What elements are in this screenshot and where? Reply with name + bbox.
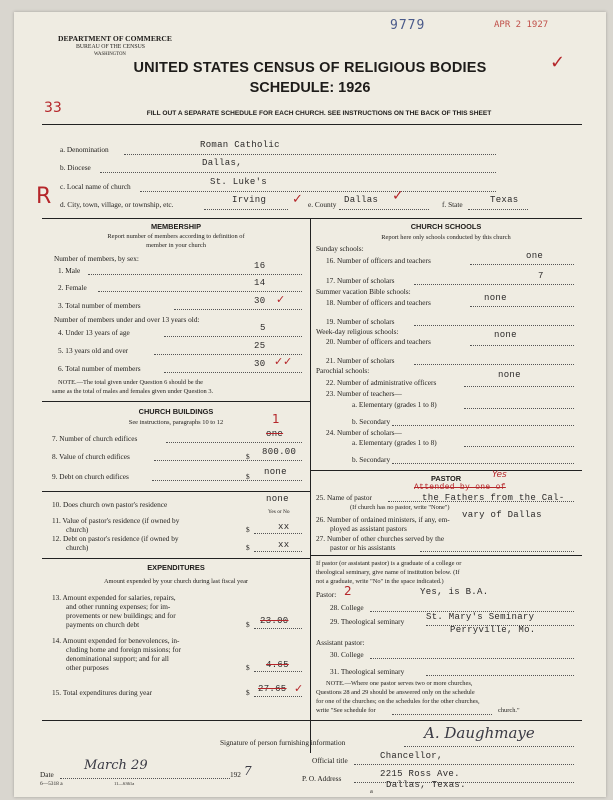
- q27-line: [420, 551, 574, 552]
- local-church-name-value: St. Luke's: [210, 177, 268, 187]
- diocese-line: [100, 172, 496, 173]
- q14-line-2: cluding home and foreign missions; for: [66, 645, 181, 654]
- q19-line: [414, 325, 574, 326]
- q31-label: 31. Theological seminary: [330, 667, 405, 676]
- q10-yes-no-hint: Yes or No: [268, 509, 290, 515]
- schools-bottom-rule: [310, 470, 582, 471]
- q10-label: 10. Does church own pastor's residence: [52, 500, 168, 509]
- q20-value: none: [494, 330, 517, 340]
- q13-value: 23.00: [260, 616, 289, 626]
- bureau-label: BUREAU OF THE CENSUS: [76, 44, 145, 50]
- q29-seminary-location: Perryville, Mo.: [450, 625, 536, 635]
- q25-hint: (If church has no pastor, write "None"): [350, 504, 450, 511]
- q2-female-value: 14: [254, 278, 266, 288]
- local-church-name-label: c. Local name of church: [60, 182, 131, 191]
- q27-line-1: 27. Number of other churches served by the: [316, 534, 445, 543]
- diocese-value: Dallas,: [202, 158, 242, 168]
- q6-check-mark-2: ✓: [283, 355, 293, 368]
- q28-label: 28. College: [330, 603, 364, 612]
- q9-line: [152, 480, 302, 481]
- po-address-value-2: Dallas, Texas.: [386, 780, 466, 790]
- q26-line-2: ployed as assistant pastors: [330, 524, 407, 533]
- q15-check-mark: ✓: [294, 682, 304, 695]
- q22-value: none: [498, 370, 521, 380]
- q5-label: 5. 13 years old and over: [58, 346, 129, 355]
- q21-label: 21. Number of scholars: [326, 356, 395, 365]
- membership-note-1: NOTE.—The total given under Question 6 should be the: [58, 379, 204, 386]
- q18-line: [470, 306, 574, 307]
- state-line: [468, 209, 528, 210]
- pastor-note-3: for one of the churches; on the schedules for the other churches,: [316, 698, 480, 705]
- expenditures-title: EXPENDITURES: [147, 563, 205, 572]
- pastor-red-mark: 2: [344, 584, 352, 598]
- denomination-line: [124, 154, 496, 155]
- city-label-d: d. City, town, village, or township, etc.: [60, 200, 174, 209]
- header-rule: [42, 124, 582, 125]
- date-handwritten: March 29: [84, 758, 148, 773]
- q9-debt-value: none: [264, 467, 287, 477]
- pastor-note-1: NOTE.—Where one pastor serves two or more churches,: [326, 680, 473, 687]
- q16-value: one: [526, 251, 544, 261]
- q2-line: [98, 291, 302, 292]
- pastor-note-5: church.": [498, 707, 520, 714]
- q12-line: [254, 551, 302, 552]
- q4-label: 4. Under 13 years of age: [58, 328, 130, 337]
- q7-label: 7. Number of church edifices: [52, 434, 138, 443]
- q9-label: 9. Debt on church edifices: [52, 472, 129, 481]
- q12-label-1: 12. Debt on pastor's residence (if owned by: [52, 534, 179, 543]
- membership-subtitle-1: Report number of members according to definition of: [107, 233, 245, 240]
- q13-line: [254, 628, 302, 629]
- denomination-label: a. Denomination: [60, 145, 109, 154]
- q13-dollar-sign: $: [246, 620, 250, 629]
- official-title-label: Official title: [312, 756, 348, 765]
- q3-check-mark: ✓: [276, 293, 286, 306]
- q26-value: vary of Dallas: [462, 510, 542, 520]
- pastor-college-heading: Pastor:: [316, 590, 337, 599]
- q24b-label: b. Secondary: [352, 455, 391, 464]
- q6-total-value: 30: [254, 359, 266, 369]
- form-title: UNITED STATES CENSUS OF RELIGIOUS BODIES: [133, 60, 487, 76]
- q18-value: none: [484, 293, 507, 303]
- q29-label: 29. Theological seminary: [330, 617, 405, 626]
- date-label: Date: [40, 770, 54, 779]
- q11-label-2: church): [66, 525, 89, 534]
- pastor-note-2: Questions 28 and 29 should be answered only on the schedule: [316, 689, 475, 696]
- q10-value: none: [266, 494, 289, 504]
- q18-label: 18. Number of officers and teachers: [326, 298, 431, 307]
- membership-note-2: same as the total of males and females given under Question 3.: [52, 388, 214, 395]
- sunday-schools-label: Sunday schools:: [316, 244, 364, 253]
- q6-check-mark-1: ✓: [274, 355, 284, 368]
- summer-schools-label: Summer vacation Bible schools:: [316, 287, 411, 296]
- membership-bottom-rule: [42, 401, 310, 402]
- q12-dollar-sign: $: [246, 543, 250, 552]
- graduate-instruction-3: not a graduate, write "No" in the space indicated.): [316, 578, 444, 585]
- q23b-line: [392, 425, 574, 426]
- pastor-note-blank: [392, 714, 492, 715]
- column-divider: [310, 218, 311, 753]
- q15-line: [254, 696, 302, 697]
- q7-line: [166, 442, 302, 443]
- q8-value-of-edifices: 800.00: [262, 447, 297, 457]
- q11-value: xx: [278, 522, 290, 532]
- q4-under-13-value: 5: [260, 323, 266, 333]
- city-line: [204, 209, 288, 210]
- q11-dollar-sign: $: [246, 525, 250, 534]
- identity-bottom-rule: [42, 218, 582, 219]
- state-label: f. State: [442, 200, 463, 209]
- q8-label: 8. Value of church edifices: [52, 452, 130, 461]
- buildings-bottom-rule: [42, 558, 310, 559]
- q2-label: 2. Female: [58, 283, 87, 292]
- church-buildings-subtitle: See instructions, paragraphs 10 to 12: [128, 419, 224, 426]
- q12-label-2: church): [66, 543, 89, 552]
- handwritten-r-mark: R: [36, 184, 52, 209]
- q25-label: 25. Name of pastor: [316, 493, 372, 502]
- q23a-line: [464, 408, 574, 409]
- q27-bottom-rule: [310, 555, 582, 556]
- city-label: WASHINGTON: [94, 52, 126, 57]
- q8-dollar-sign: $: [246, 452, 250, 461]
- q17-label: 17. Number of scholars: [326, 276, 395, 285]
- pastor-attended-note: Attended by one of: [414, 483, 506, 492]
- official-title-value: Chancellor,: [380, 751, 443, 761]
- q6-line: [164, 372, 302, 373]
- county-value: Dallas: [344, 195, 379, 205]
- county-line: [339, 209, 429, 210]
- q7-edifices-value: one: [266, 429, 284, 439]
- q20-label: 20. Number of officers and teachers: [326, 337, 431, 346]
- q13-line-3: provements or new buildings; and for: [66, 611, 176, 620]
- q14-line-1: 14. Amount expended for benevolences, in-: [52, 636, 180, 645]
- department-label: DEPARTMENT OF COMMERCE: [58, 34, 172, 43]
- bottom-mark: a: [370, 788, 373, 795]
- q6-label: 6. Total number of members: [58, 364, 141, 373]
- q13-line-4: payments on church debt: [66, 620, 140, 629]
- year-handwritten: 7: [244, 764, 252, 778]
- signature-label: Signature of person furnishing information: [220, 738, 346, 747]
- parochial-schools-label: Parochial schools:: [316, 366, 370, 375]
- graduate-instruction-2: theological seminary, give name of institution below. (If: [316, 569, 460, 576]
- pastor-note-4: write "See schedule for: [316, 707, 376, 714]
- date-line: [60, 778, 230, 779]
- q15-dollar-sign: $: [246, 688, 250, 697]
- diocese-label: b. Diocese: [60, 163, 91, 172]
- q14-line-3: denominational support; and for all: [66, 654, 169, 663]
- graduate-instruction-1: If pastor (or assistant pastor) is a graduate of a college or: [316, 560, 462, 567]
- q17-line: [414, 284, 574, 285]
- signature-handwritten: A. Daughmaye: [424, 724, 535, 742]
- census-schedule-page: [14, 12, 606, 797]
- q30-line: [370, 658, 574, 659]
- membership-title: MEMBERSHIP: [150, 222, 202, 231]
- received-stamp-date: APR 2 1927: [494, 20, 549, 30]
- form-number: 6—5318 a: [40, 781, 63, 787]
- q30-label: 30. College: [330, 650, 364, 659]
- q13-line-2: and other running expenses; for im-: [66, 602, 171, 611]
- q22-label: 22. Number of administrative officers: [326, 378, 437, 387]
- q26-line-1: 26. Number of ordained ministers, if any, em-: [316, 515, 450, 524]
- q20-line: [470, 345, 574, 346]
- q15-value: 27.65: [258, 684, 287, 694]
- q14-dollar-sign: $: [246, 663, 250, 672]
- members-by-sex-label: Number of members, by sex:: [54, 254, 139, 263]
- q29-seminary-value: St. Mary's Seminary: [426, 612, 535, 622]
- q24b-line: [392, 463, 574, 464]
- q4-line: [164, 336, 302, 337]
- q1-line: [88, 274, 302, 275]
- signature-line: [404, 746, 574, 747]
- q14-line: [254, 671, 302, 672]
- form-print-number: 11—6361a: [114, 781, 135, 786]
- q16-label: 16. Number of officers and teachers: [326, 256, 431, 265]
- q23a-label: a. Elementary (grades 1 to 8): [352, 400, 437, 409]
- year-prefix: 192: [230, 770, 241, 779]
- members-by-age-label: Number of members under and over 13 years old:: [54, 315, 200, 324]
- expenditures-subtitle: Amount expended by your church during last fiscal year: [103, 578, 249, 585]
- pastor-graduate-value: Yes, is B.A.: [420, 587, 489, 597]
- church-schools-subtitle: Report here only schools conducted by this church: [381, 234, 511, 241]
- q15-label: 15. Total expenditures during year: [52, 688, 153, 697]
- city-check-mark: ✓: [292, 192, 303, 207]
- signature-section-rule: [42, 720, 582, 721]
- q12-value: xx: [278, 540, 290, 550]
- q7-correction-mark: 1: [272, 412, 280, 426]
- q24-label: 24. Number of scholars—: [326, 428, 402, 437]
- denomination-value: Roman Catholic: [200, 140, 280, 150]
- q5-over-13-value: 25: [254, 341, 266, 351]
- q27-line-2: pastor or his assistants: [330, 543, 396, 552]
- q31-line: [426, 675, 574, 676]
- stamp-number: 9779: [390, 18, 426, 33]
- schedule-title: SCHEDULE: 1926: [249, 80, 371, 96]
- q8-line: [154, 460, 302, 461]
- q23b-label: b. Secondary: [352, 417, 391, 426]
- q11-label-1: 11. Value of pastor's residence (if owned by: [52, 516, 180, 525]
- local-church-name-line: [140, 191, 496, 192]
- q1-male-value: 16: [254, 261, 266, 271]
- membership-subtitle-2: member in your church: [146, 242, 206, 249]
- q14-line-4: other purposes: [66, 663, 109, 672]
- q25-pastor-name-value: the Fathers from the Cal-: [422, 493, 565, 503]
- county-label: e. County: [308, 200, 337, 209]
- pastor-title: PASTOR: [430, 474, 462, 483]
- po-address-label: P. O. Address: [302, 774, 342, 783]
- q9-bottom-rule: [42, 491, 310, 492]
- q3-total-value: 30: [254, 296, 266, 306]
- q21-line: [414, 364, 574, 365]
- weekday-schools-label: Week-day religious schools:: [316, 327, 399, 336]
- separate-schedule-instruction: FILL OUT A SEPARATE SCHEDULE FOR EACH CHURCH. SEE INSTRUCTIONS ON THE BACK OF THIS SHEET: [146, 110, 492, 117]
- q14-value: 4.65: [266, 660, 289, 670]
- q24a-label: a. Elementary (grades 1 to 8): [352, 438, 437, 447]
- corner-check-mark: ✓: [550, 52, 566, 73]
- q19-label: 19. Number of scholars: [326, 317, 395, 326]
- q11-line: [254, 533, 302, 534]
- q3-label: 3. Total number of members: [58, 301, 141, 310]
- q17-value: 7: [538, 271, 544, 281]
- city-value: Irving: [232, 195, 267, 205]
- county-check-mark: ✓: [392, 188, 404, 204]
- assistant-pastor-heading: Assistant pastor:: [316, 638, 365, 647]
- pastor-red-note: Yes: [492, 470, 507, 480]
- church-schools-title: CHURCH SCHOOLS: [410, 222, 482, 231]
- po-address-value-1: 2215 Ross Ave.: [380, 769, 460, 779]
- q3-line: [174, 309, 302, 310]
- church-buildings-title: CHURCH BUILDINGS: [138, 407, 214, 416]
- q24a-line: [464, 446, 574, 447]
- q1-label: 1. Male: [58, 266, 81, 275]
- q13-line-1: 13. Amount expended for salaries, repairs,: [52, 593, 176, 602]
- q23-label: 23. Number of teachers—: [326, 389, 402, 398]
- official-title-line: [354, 764, 574, 765]
- q16-line: [470, 264, 574, 265]
- handwritten-number-33: 33: [44, 100, 62, 116]
- state-value: Texas: [490, 195, 519, 205]
- q22-line: [464, 386, 574, 387]
- q9-dollar-sign: $: [246, 472, 250, 481]
